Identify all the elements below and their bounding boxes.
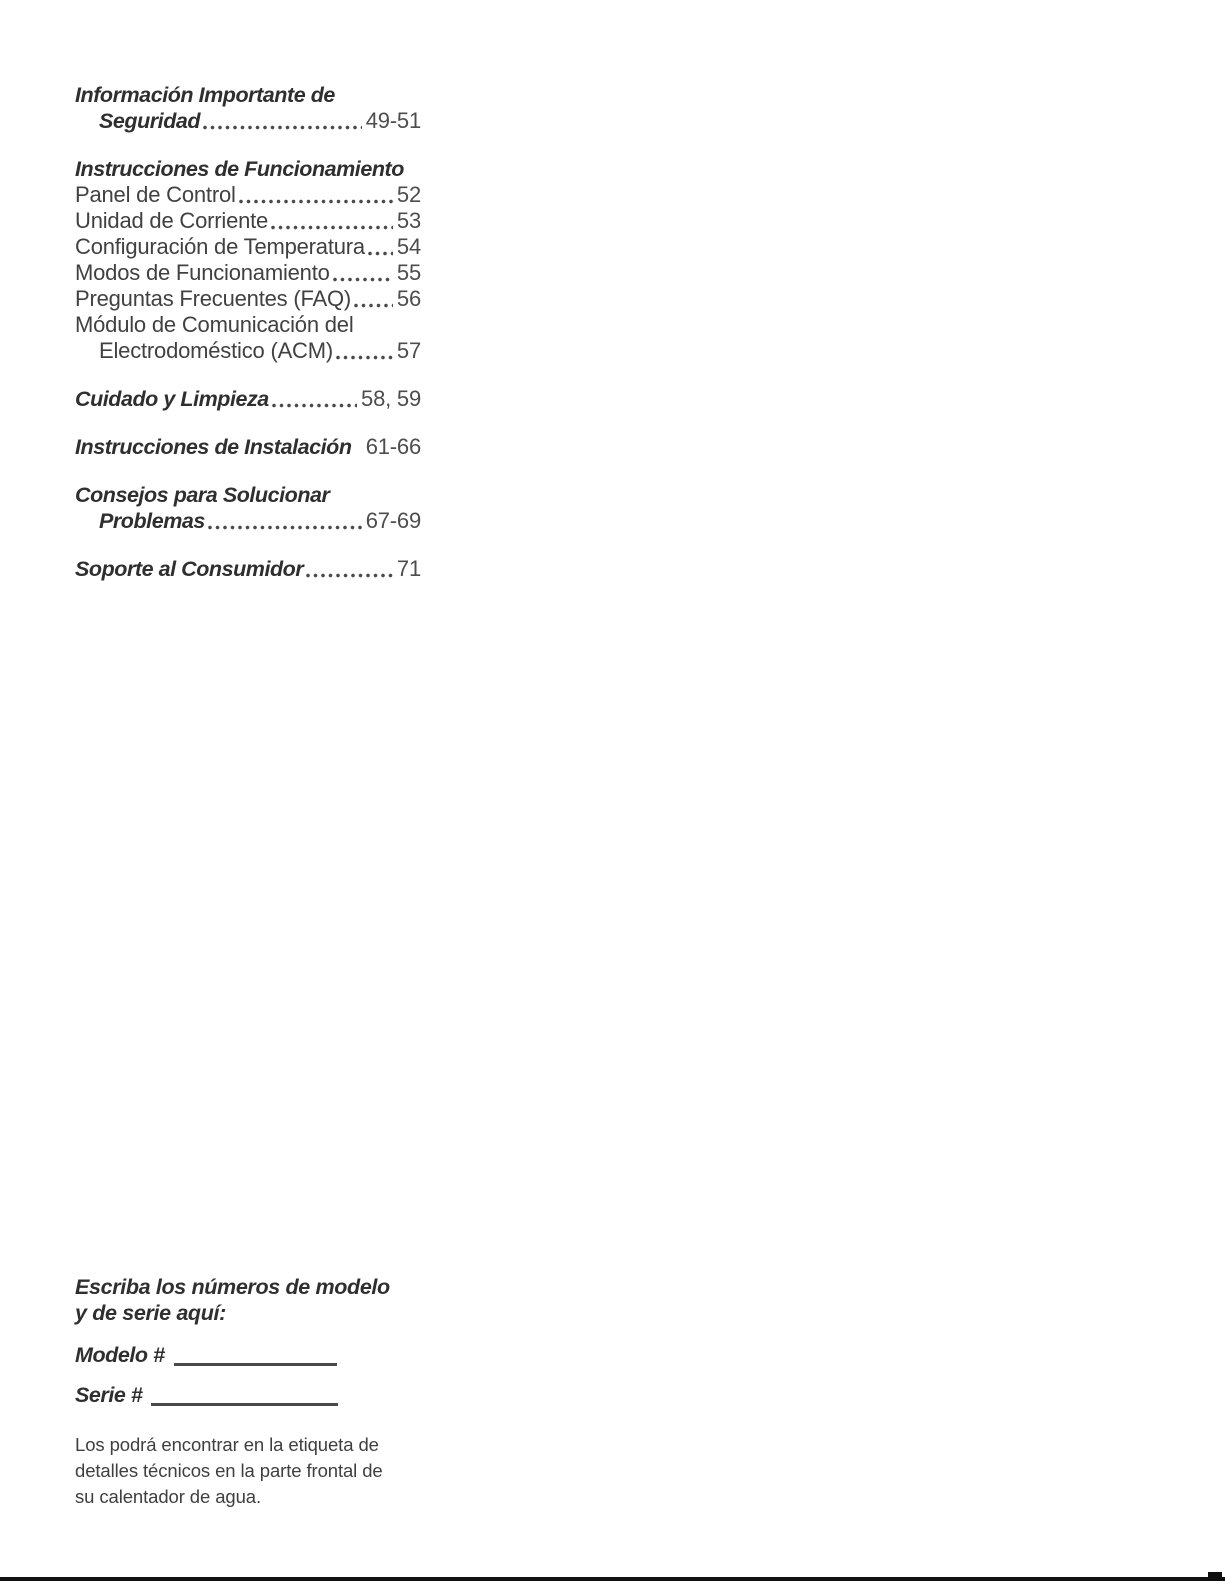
toc-page-number: 54: [396, 234, 421, 259]
note-line3: su calentador de agua.: [75, 1486, 262, 1507]
page-bottom-rule: [0, 1577, 1225, 1581]
toc-section-title: [75, 156, 421, 182]
toc-entry: [75, 386, 421, 412]
serial-number-field: [75, 1382, 421, 1408]
toc-entry: [75, 82, 421, 108]
toc-entry-label: Panel de Control: [75, 182, 236, 207]
toc-entry-label: Información Importante de: [75, 83, 335, 107]
label-location-note: [75, 1432, 421, 1510]
toc-page-number: 58, 59: [361, 386, 421, 411]
page-bottom-rule-end-mark: [1208, 1572, 1222, 1581]
table-of-contents: [75, 82, 421, 582]
model-serial-heading: [75, 1274, 421, 1326]
toc-entry-label: Consejos para Solucionar: [75, 483, 330, 507]
toc-entry-label: Seguridad: [99, 109, 201, 133]
toc-entry-label: Unidad de Corriente: [75, 208, 269, 233]
toc-section-heading: Instrucciones de Funcionamiento: [75, 157, 404, 181]
toc-entry-label: Preguntas Frecuentes (FAQ): [75, 286, 352, 311]
serial-number-blank-line: [151, 1403, 338, 1406]
model-serial-heading-line2: y de serie aquí:: [75, 1301, 226, 1325]
toc-page-number: 67-69: [365, 508, 421, 533]
note-line2: detalles técnicos en la parte frontal de: [75, 1460, 383, 1481]
toc-page-number: 55: [396, 260, 421, 285]
model-serial-heading-line1: Escriba los números de modelo: [75, 1275, 390, 1299]
toc-entry: [75, 286, 421, 312]
model-number-label: Modelo #: [75, 1343, 165, 1367]
toc-page-number: 61-66: [365, 434, 421, 459]
toc-entry: [75, 108, 421, 134]
toc-section-installation: [75, 434, 421, 460]
toc-page-number: 57: [396, 338, 421, 363]
toc-entry: [75, 260, 421, 286]
toc-entry: [75, 234, 421, 260]
toc-entry-label: Modos de Funcionamiento: [75, 260, 330, 285]
toc-entry: [75, 434, 421, 460]
toc-entry-label: Soporte al Consumidor: [75, 557, 304, 581]
toc-section-care: [75, 386, 421, 412]
note-line1: Los podrá encontrar en la etiqueta de: [75, 1434, 379, 1455]
toc-entry-label: Configuración de Temperatura: [75, 234, 365, 259]
toc-section-operating: [75, 156, 421, 364]
toc-entry: [75, 482, 421, 508]
toc-entry: [75, 182, 421, 208]
toc-section-safety: [75, 82, 421, 134]
toc-section-troubleshooting: [75, 482, 421, 534]
toc-page-number: 53: [396, 208, 421, 233]
toc-entry-label: Electrodoméstico (ACM): [99, 338, 333, 363]
toc-entry-label: Instrucciones de Instalación: [75, 435, 352, 459]
model-number-field: [75, 1342, 421, 1368]
serial-number-label: Serie #: [75, 1383, 143, 1407]
toc-entry-label: Problemas: [99, 509, 205, 533]
toc-page-number: 49-51: [365, 108, 421, 133]
model-serial-block: [75, 1274, 421, 1510]
toc-entry: [75, 508, 421, 534]
toc-page-number: 56: [396, 286, 421, 311]
toc-page-number: 71: [396, 556, 421, 581]
toc-entry: [75, 556, 421, 582]
toc-entry-label: Cuidado y Limpieza: [75, 387, 269, 411]
model-number-blank-line: [174, 1363, 337, 1366]
toc-section-support: [75, 556, 421, 582]
toc-entry: [75, 312, 421, 338]
toc-page-number: 52: [396, 182, 421, 207]
toc-entry-label: Módulo de Comunicación del: [75, 312, 354, 337]
toc-entry: [75, 338, 421, 364]
toc-entry: [75, 208, 421, 234]
